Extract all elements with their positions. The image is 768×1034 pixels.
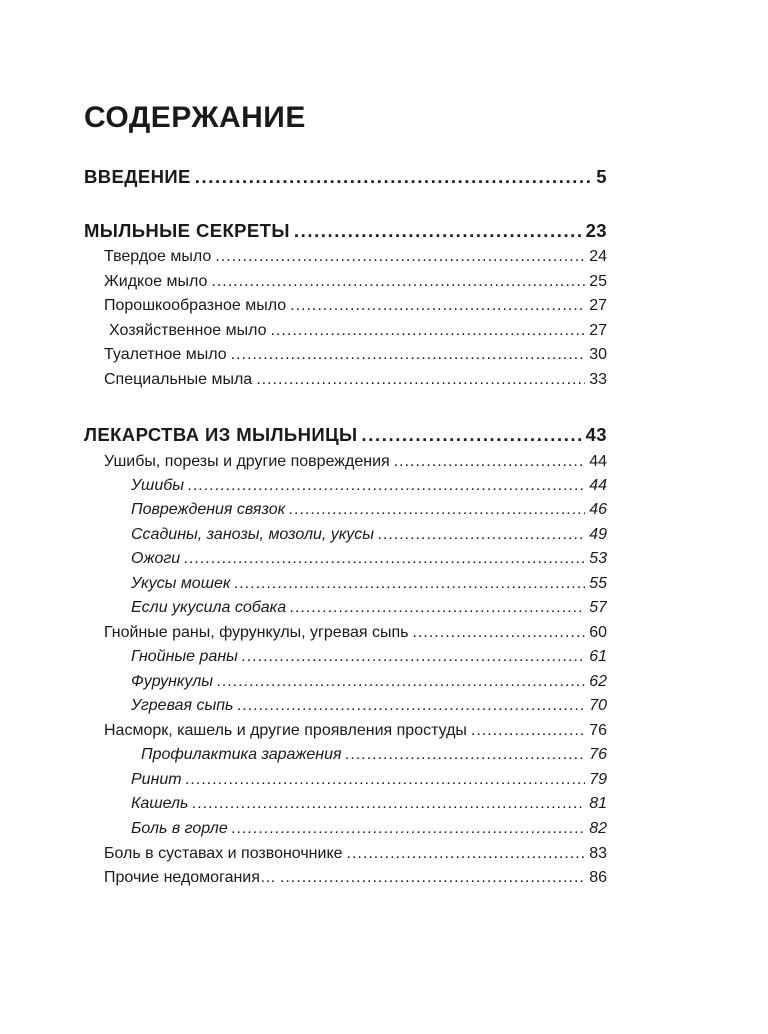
dot-leader	[290, 599, 585, 617]
toc-entry-page: 55	[589, 575, 607, 592]
dot-leader	[215, 248, 585, 266]
toc-entry	[131, 550, 607, 568]
toc-entry	[104, 273, 607, 291]
dot-leader	[242, 648, 585, 666]
toc-entry	[104, 624, 607, 642]
toc-entry-page: 76	[589, 722, 607, 739]
dot-leader	[289, 501, 585, 519]
toc-entry	[131, 697, 607, 715]
toc-entry-title: Ринит	[131, 771, 182, 788]
dot-leader	[346, 746, 586, 764]
dot-leader	[186, 771, 586, 789]
dot-leader	[347, 845, 586, 863]
toc-entry	[131, 820, 607, 838]
toc-entry-title: Если укусила собака	[131, 599, 287, 616]
toc-entry-page: 82	[589, 820, 607, 837]
toc-entry-page: 23	[585, 220, 607, 241]
toc-entry	[104, 722, 607, 740]
dot-leader	[217, 673, 585, 691]
toc-entry-page: 86	[589, 869, 607, 886]
toc-entry-page: 83	[589, 845, 607, 862]
toc-entry	[104, 453, 607, 471]
toc-entry	[131, 599, 607, 617]
toc-entry-page: 44	[589, 477, 607, 494]
toc-entry-page: 70	[589, 697, 607, 714]
toc-entry	[104, 346, 607, 364]
toc-entry-page: 33	[589, 371, 607, 388]
toc-entry-page: 30	[589, 346, 607, 363]
toc-entry-page: 46	[589, 501, 607, 518]
toc-entry-page: 79	[589, 771, 607, 788]
toc-entry-page: 60	[589, 624, 607, 641]
page-title: СОДЕРЖАНИЕ	[84, 101, 306, 134]
dot-leader	[362, 424, 582, 446]
toc-entry	[104, 371, 607, 389]
toc-entry-title: ВВЕДЕНИЕ	[84, 166, 191, 187]
toc-entry-title: Ушибы, порезы и другие повреждения	[104, 453, 390, 470]
toc-entry-page: 5	[596, 166, 607, 187]
toc-entry-title: Ссадины, занозы, мозоли, укусы	[131, 526, 375, 543]
toc-entry-title: Угревая сыпь	[131, 697, 234, 714]
toc-entry-page: 24	[589, 248, 607, 265]
toc-entry-page: 57	[589, 599, 607, 616]
toc-entry	[131, 673, 607, 691]
toc-entry-title: Туалетное мыло	[104, 346, 227, 363]
toc-entry	[131, 648, 607, 666]
dot-leader	[192, 795, 585, 813]
dot-leader	[231, 346, 586, 364]
toc-entry-title: Прочие недомогания…	[104, 869, 276, 886]
toc-entry	[84, 220, 607, 242]
toc-entry-title: Повреждения связок	[131, 501, 286, 518]
dot-leader	[211, 273, 585, 291]
toc-entry-title: Ожоги	[131, 550, 181, 567]
toc-entry	[104, 869, 607, 887]
toc-entry-title: Профилактика заражения	[141, 746, 342, 763]
toc-entry-title: Порошкообразное мыло	[104, 297, 287, 314]
toc-entry-title: Фурункулы	[131, 673, 214, 690]
toc-entry-title: Насморк, кашель и другие проявления простуды	[104, 722, 467, 739]
dot-leader	[413, 624, 586, 642]
toc-entry-title: ЛЕКАРСТВА ИЗ МЫЛЬНИЦЫ	[84, 424, 358, 445]
dot-leader	[471, 722, 585, 740]
toc-entry-title: МЫЛЬНЫЕ СЕКРЕТЫ	[84, 220, 290, 241]
dot-leader	[188, 477, 585, 495]
toc-entry	[131, 477, 607, 495]
toc-entry-title: Боль в суставах и позвоночнике	[104, 845, 343, 862]
toc-entry	[104, 845, 607, 863]
toc-entry-page: 81	[589, 795, 607, 812]
toc-entry-title: Специальные мыла	[104, 371, 253, 388]
toc-entry	[131, 575, 607, 593]
toc-entry	[131, 771, 607, 789]
toc-entry	[104, 322, 607, 340]
toc-entry-page: 44	[589, 453, 607, 470]
dot-leader	[394, 453, 586, 471]
dot-leader	[232, 820, 585, 838]
toc-entry-title: Жидкое мыло	[104, 273, 208, 290]
toc-entry-page: 43	[585, 424, 607, 445]
toc-entry	[131, 526, 607, 544]
toc-entry-title: Боль в горле	[131, 820, 228, 837]
toc-entry-page: 49	[589, 526, 607, 543]
toc-entry-page: 27	[589, 322, 607, 339]
dot-leader	[195, 166, 593, 188]
dot-leader	[237, 697, 585, 715]
toc-entry	[84, 166, 607, 188]
toc-entry-title: Гнойные раны, фурункулы, угревая сыпь	[104, 624, 409, 641]
dot-leader	[234, 575, 585, 593]
dot-leader	[280, 869, 585, 887]
toc-entry-page: 53	[589, 550, 607, 567]
toc-entry-title: Хозяйственное мыло	[109, 322, 267, 339]
dot-leader	[184, 550, 585, 568]
toc-entry-page: 62	[589, 673, 607, 690]
toc-entry-page: 25	[589, 273, 607, 290]
toc-entry	[104, 248, 607, 266]
toc-entry-page: 61	[589, 648, 607, 665]
toc-entry-title: Кашель	[131, 795, 189, 812]
toc-entry-page: 76	[589, 746, 607, 763]
toc-entry	[131, 795, 607, 813]
toc-entry	[84, 424, 607, 446]
dot-leader	[271, 322, 586, 340]
dot-leader	[378, 526, 585, 544]
toc-entry-title: Гнойные раны	[131, 648, 238, 665]
toc-entry-title: Укусы мошек	[131, 575, 231, 592]
toc-entry	[104, 297, 607, 315]
toc-entry-title: Ушибы	[131, 477, 184, 494]
toc-entry	[131, 746, 607, 764]
toc-entry-page: 27	[589, 297, 607, 314]
dot-leader	[294, 220, 582, 242]
dot-leader	[290, 297, 585, 315]
toc-entry-title: Твердое мыло	[104, 248, 212, 265]
toc-entry	[131, 501, 607, 519]
dot-leader	[256, 371, 585, 389]
